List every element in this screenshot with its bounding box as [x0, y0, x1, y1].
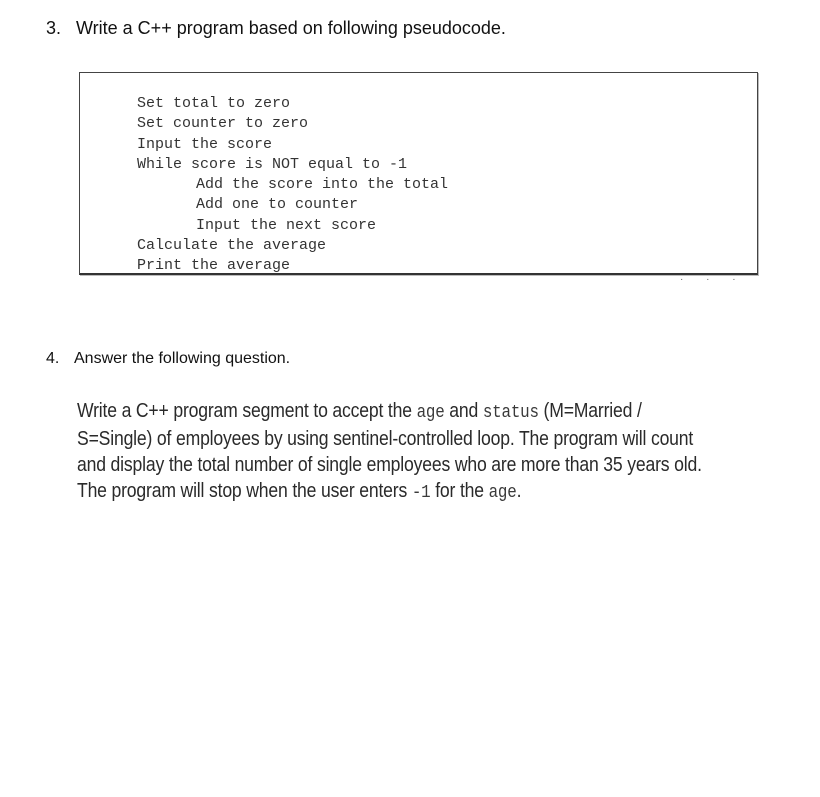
- code-status: status: [482, 403, 539, 423]
- question-4-text-1: Write a C++ program segment to accept the: [77, 400, 417, 422]
- code-sentinel: -1: [411, 483, 431, 503]
- pseudocode-line: While score is NOT equal to -1: [137, 155, 408, 173]
- question-4-text-3: (M=Married / S=Single) of employees by using sentinel-controlled loop. The program will count and display the total number of single employees who are more than 35 years old. The program will stop when the user enters: [77, 400, 702, 502]
- question-4-heading: [46, 350, 290, 368]
- question-4-text-4: for the: [430, 480, 489, 502]
- pseudocode-line: Input the next score: [196, 216, 377, 234]
- scan-artifact: · · ·: [680, 274, 746, 285]
- question-3-title: Write a C++ program based on following pseudocode.: [76, 18, 506, 38]
- pseudocode-line: Add one to counter: [196, 196, 359, 214]
- pseudocode-line: Calculate the average: [137, 237, 327, 255]
- question-4-text-5: .: [516, 480, 522, 502]
- code-age: age: [416, 403, 445, 423]
- pseudocode-lines: [137, 94, 448, 277]
- pseudocode-line: Set total to zero: [137, 95, 291, 112]
- question-3-heading: [46, 18, 506, 39]
- pseudocode-line: Add the score into the total: [196, 176, 449, 194]
- question-3-number: 3.: [46, 18, 62, 38]
- pseudocode-line: Set counter to zero: [137, 115, 309, 133]
- question-4-title: Answer the following question.: [74, 350, 291, 367]
- pseudocode-line: Print the average: [137, 257, 291, 275]
- code-age-2: age: [488, 483, 517, 503]
- question-4-body: [77, 398, 714, 506]
- pseudocode-line: Input the score: [137, 135, 273, 153]
- question-4-number: 4.: [46, 350, 60, 367]
- question-4-text-2: and: [444, 400, 483, 422]
- pseudocode-box: [79, 72, 758, 275]
